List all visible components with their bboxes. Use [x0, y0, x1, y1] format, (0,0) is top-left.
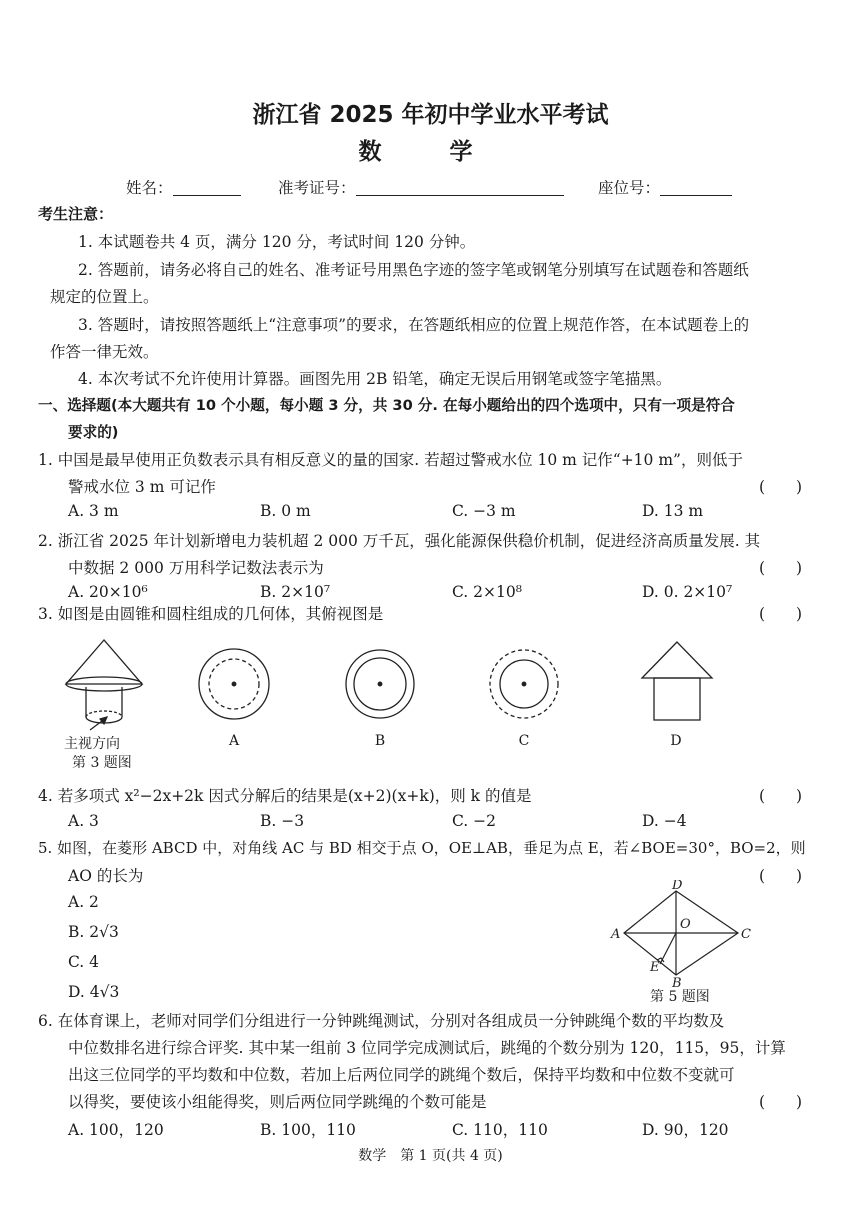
q3-label-c: C: [518, 733, 530, 749]
q5-option-b[interactable]: B. 2√3: [68, 923, 119, 941]
page-footer: 数学 第 1 页(共 4 页): [358, 1148, 503, 1164]
q1-stem: 1. 中国是最早使用正负数表示具有相反意义的量的国家. 若超过警戒水位 10 m 记作“+10 m”，则低于: [38, 451, 743, 469]
q5-option-c[interactable]: C. 4: [68, 953, 100, 971]
rhombus-figure: [608, 880, 768, 990]
q3-label-d: D: [670, 733, 682, 749]
q1-option-c[interactable]: C. −3 m: [452, 502, 516, 520]
q1-option-d[interactable]: D. 13 m: [642, 502, 704, 520]
q3-label-b: B: [374, 733, 386, 749]
q3-caption: 第 3 题图: [72, 755, 132, 771]
q4-answer-paren[interactable]: ( ): [759, 787, 803, 805]
q2-answer-paren[interactable]: ( ): [759, 559, 803, 577]
subject-title: 数 学: [358, 139, 503, 165]
point-o-label: O: [680, 917, 691, 932]
q6-option-b[interactable]: B. 100，110: [260, 1121, 356, 1139]
q3-stem: 3. 如图是由圆锥和圆柱组成的几何体，其俯视图是: [38, 605, 384, 623]
q5-option-a[interactable]: A. 2: [68, 893, 99, 911]
q6-option-c[interactable]: C. 110，110: [452, 1121, 548, 1139]
q5-option-d[interactable]: D. 4√3: [68, 983, 120, 1001]
ticket-field[interactable]: [278, 176, 564, 198]
q2-option-d[interactable]: D. 0. 2×10⁷: [642, 583, 733, 601]
q1-option-b[interactable]: B. 0 m: [260, 502, 311, 520]
q5-stem-cont: AO 的长为: [68, 867, 144, 885]
q2-stem: 2. 浙江省 2025 年计划新增电力装机超 2 000 万千瓦，强化能源保供稳价机制，促进经济高质量发展. 其: [38, 532, 761, 550]
q3-answer-paren[interactable]: ( ): [759, 605, 803, 623]
point-d-label: D: [672, 880, 683, 893]
q6-stem-cont: 中位数排名进行综合评奖. 其中某一组前 3 位同学完成测试后，跳绳的个数分别为 120，115，95，计算: [68, 1039, 786, 1057]
ticket-blank[interactable]: [356, 194, 564, 196]
q6-stem: 6. 在体育课上，老师对同学们分组进行一分钟跳绳测试，分别对各组成员一分钟跳绳个数的平均数及: [38, 1012, 725, 1030]
option-d-figure: [642, 642, 712, 720]
point-a-label: A: [611, 927, 621, 942]
point-e-label: E: [650, 960, 660, 975]
name-label: 姓名：: [126, 179, 173, 197]
notice-item: 4. 本次考试不允许使用计算器。画图先用 2B 铅笔，确定无误后用钢笔或签字笔描黑。: [78, 370, 672, 388]
option-b-figure: [346, 650, 414, 718]
option-c-figure: [490, 650, 558, 718]
notice-item: 1. 本试题卷共 4 页，满分 120 分，考试时间 120 分钟。: [78, 233, 476, 251]
name-blank[interactable]: [173, 194, 241, 196]
q1-answer-paren[interactable]: ( ): [759, 478, 803, 496]
point-b-label: B: [672, 976, 682, 990]
q3-label-a: A: [228, 733, 240, 749]
q5-answer-paren[interactable]: ( ): [759, 867, 803, 885]
view-direction-label: 主视方向: [64, 736, 120, 752]
q4-option-c[interactable]: C. −2: [452, 812, 497, 830]
q4-option-d[interactable]: D. −4: [642, 812, 687, 830]
q2-option-a[interactable]: A. 20×10⁶: [68, 583, 148, 601]
name-field[interactable]: [126, 176, 241, 198]
seat-label: 座位号：: [598, 179, 661, 197]
q6-answer-paren[interactable]: ( ): [759, 1093, 803, 1111]
q3-figures: [60, 632, 780, 772]
q6-stem-cont: 出这三位同学的平均数和中位数，若加上后两位同学的跳绳个数后，保持平均数和中位数不变就可: [68, 1066, 735, 1084]
seat-blank[interactable]: [660, 194, 732, 196]
q5-caption: 第 5 题图: [650, 989, 710, 1005]
q6-option-d[interactable]: D. 90，120: [642, 1121, 729, 1139]
q4-option-b[interactable]: B. −3: [260, 812, 305, 830]
q2-option-c[interactable]: C. 2×10⁸: [452, 583, 522, 601]
q2-option-b[interactable]: B. 2×10⁷: [260, 583, 331, 601]
q6-option-a[interactable]: A. 100，120: [68, 1121, 164, 1139]
q2-stem-cont: 中数据 2 000 万用科学记数法表示为: [68, 559, 324, 577]
point-c-label: C: [741, 927, 751, 942]
seat-field[interactable]: [598, 176, 732, 198]
q4-stem: 4. 若多项式 x²−2x+2k 因式分解后的结果是(x+2)(x+k)，则 k 的值是: [38, 787, 532, 805]
q4-option-a[interactable]: A. 3: [68, 812, 99, 830]
ticket-label: 准考证号：: [278, 179, 356, 197]
cone-cylinder-solid: [66, 640, 142, 723]
option-a-figure: [199, 649, 269, 719]
view-direction-arrow: [90, 717, 107, 730]
notice-item: 作答一律无效。: [50, 343, 159, 361]
q5-stem: 5. 如图，在菱形 ABCD 中，对角线 AC 与 BD 相交于点 O，OE⊥AB，垂足为点 E，若∠BOE=30°，BO=2，则: [38, 839, 806, 857]
section-heading-cont: 要求的): [68, 424, 119, 441]
notice-item: 规定的位置上。: [50, 288, 159, 306]
section-heading: 一、选择题(本大题共有 10 个小题，每小题 3 分，共 30 分. 在每小题给出的四个选项中，只有一项是符合: [38, 397, 735, 414]
q6-stem-cont: 以得奖，要使该小组能得奖，则后两位同学跳绳的个数可能是: [68, 1093, 487, 1111]
q1-option-a[interactable]: A. 3 m: [68, 502, 119, 520]
exam-title: 浙江省 2025 年初中学业水平考试: [252, 102, 609, 128]
notice-item: 2. 答题前，请务必将自己的姓名、准考证号用黑色字迹的签字笔或钢笔分别填写在试题卷和答题纸: [78, 261, 749, 279]
q1-stem-cont: 警戒水位 3 m 可记作: [68, 478, 216, 496]
notice-item: 3. 答题时，请按照答题纸上“注意事项”的要求，在答题纸相应的位置上规范作答，在本试题卷上的: [78, 316, 750, 334]
notice-heading: 考生注意：: [38, 205, 114, 223]
